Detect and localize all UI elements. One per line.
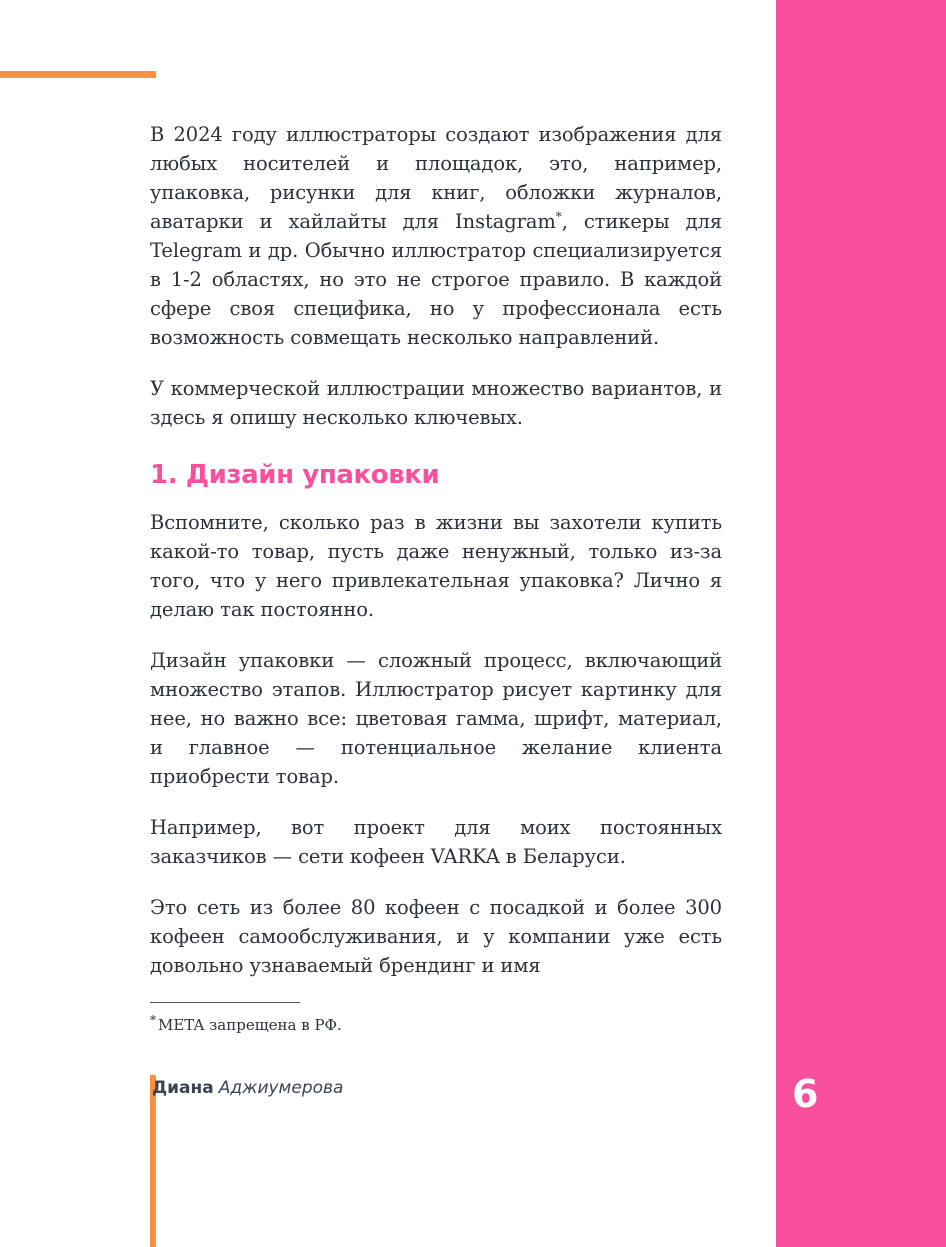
footnote-separator-rule bbox=[150, 1002, 300, 1003]
running-footer-author bbox=[152, 1076, 343, 1100]
orange-top-accent-bar bbox=[0, 71, 156, 78]
page-body-text-column bbox=[150, 120, 722, 980]
author-last-name: Аджиумерова bbox=[218, 1078, 344, 1098]
paragraph-1 bbox=[150, 120, 722, 352]
paragraph-1-text-before-footnote: В 2024 году иллюстраторы создают изображения для любых носителей и площадок, это, например, упаковка, рисунки для книг, обложки журналов, аватарки и хайлайты для Instagram bbox=[150, 123, 722, 233]
footnote-text: META запрещена в РФ. bbox=[158, 1016, 342, 1034]
paragraph-3: Вспомните, сколько раз в жизни вы захотели купить какой-то товар, пусть даже ненужный, только из-за того, что у него привлекательная упаковка? Лично я делаю так постоянно. bbox=[150, 511, 722, 621]
orange-vertical-accent-line bbox=[150, 1075, 156, 1247]
paragraph-2: У коммерческой иллюстрации множество вариантов, и здесь я опишу несколько ключевых. bbox=[150, 377, 722, 429]
footnote-block bbox=[150, 1002, 722, 1035]
paragraph-6: Это сеть из более 80 кофеен с посадкой и более 300 кофеен самообслуживания, и у компании уже есть довольно узнаваемый брендинг и имя bbox=[150, 896, 722, 977]
paragraph-1-text-after-footnote: , стикеры для Telegram и др. Обычно иллюстратор специализируется в 1-2 областях, но это не строгое правило. В каждой сфере своя специфика, но у профессионала есть возможность совмещать несколько направлений. bbox=[150, 210, 722, 349]
footnote-marker: * bbox=[150, 1013, 156, 1027]
author-first-name: Диана bbox=[152, 1078, 214, 1098]
footnote-line bbox=[150, 1015, 722, 1035]
footnote-reference-marker: * bbox=[555, 209, 562, 224]
paragraph-4: Дизайн упаковки — сложный процесс, включающий множество этапов. Иллюстратор рисует картинку для нее, но важно все: цветовая гамма, шрифт, материал, и главное — потенциальное желание клиента приобрести товар. bbox=[150, 649, 722, 788]
paragraph-5: Например, вот проект для моих постоянных заказчиков — сети кофеен VARKA в Беларуси. bbox=[150, 816, 722, 868]
pink-side-band bbox=[776, 0, 946, 1247]
page-number: 6 bbox=[792, 1072, 819, 1116]
section-heading-packaging-design: 1. Дизайн упаковки bbox=[150, 460, 440, 490]
